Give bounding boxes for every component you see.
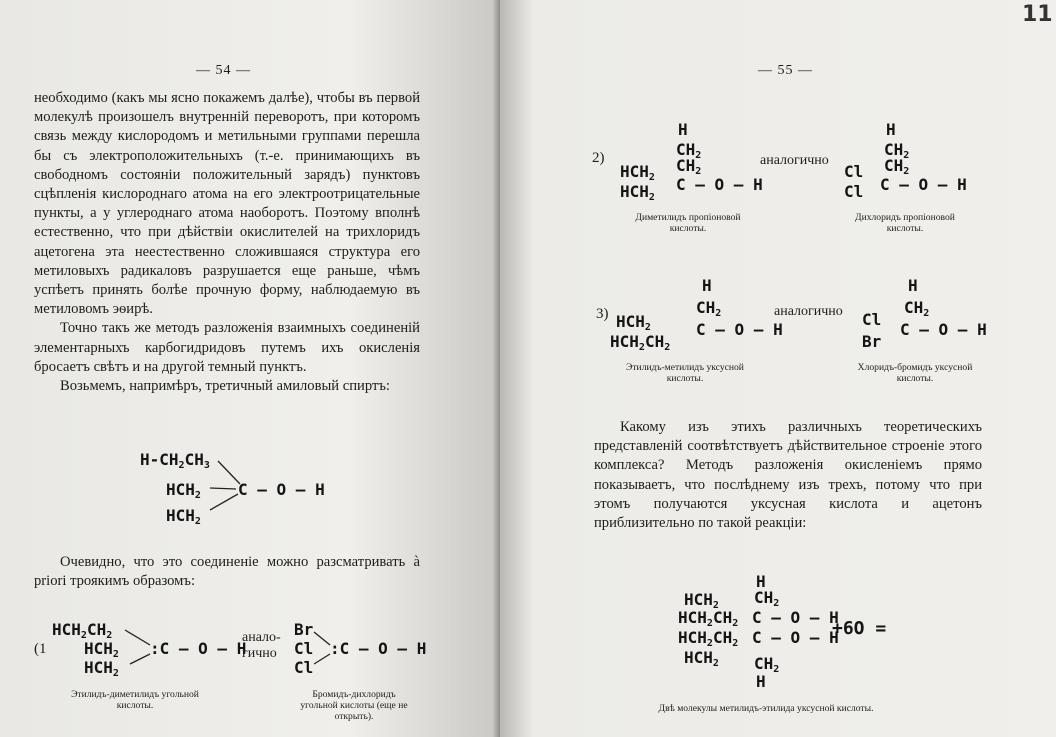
page-number: — 55 — [758, 63, 813, 78]
analog-word-line: гично [242, 646, 277, 661]
formula-row: $CH_2$ [904, 298, 930, 319]
formula-row: H [886, 120, 896, 139]
formula-row: $HCH_2$ [620, 182, 655, 203]
formula-row: $HCH_2CH_2$ [678, 608, 739, 629]
formula-row: $HCH_2$ [84, 639, 119, 660]
formula-row: Cl [294, 658, 314, 677]
bond-lines [0, 0, 10, 10]
formula-row: H [756, 672, 766, 691]
formula-row: :C — O — H [150, 639, 247, 658]
formula-row: $CH_2$ [884, 140, 910, 161]
formula-row: $HCH_2$ [684, 648, 719, 669]
right-page [500, 0, 1056, 737]
analog-word: аналогично [760, 153, 829, 168]
formula-row: $HCH_2CH_2$ [52, 620, 113, 641]
body-text-block [34, 553, 420, 591]
item-number: 3) [596, 306, 609, 322]
body-text-block [34, 89, 420, 396]
formula-row: H [908, 276, 918, 295]
formula-row: $CH_2$ [676, 140, 702, 161]
formula-caption: Двѣ молекулы метилидъ-этилида уксусной кислоты. [658, 703, 874, 714]
formula-row: Cl [862, 310, 882, 329]
formula-row: H [678, 120, 688, 139]
formula-row: Cl [844, 162, 864, 181]
formula-row: Cl [844, 182, 864, 201]
formula-row: $CH_2$ [754, 654, 780, 675]
formula-row: C — O — H [238, 480, 325, 499]
formula-row: Cl [294, 639, 314, 658]
formula-row: $CH_2$ [696, 298, 722, 319]
formula-row: C — O — H [676, 175, 763, 194]
formula-row: $HCH_2$ [620, 162, 655, 183]
formula-row: :C — O — H [330, 639, 427, 658]
reaction-tail: +6O = [832, 618, 887, 639]
analog-word [242, 630, 281, 662]
paragraph: Точно такъ же методъ разложенія взаимныхъ соединеній элементарныхъ карбогидридовъ путемъ ихъ окисленія бросаетъ свѣтъ и на другой темный пунктъ. [34, 320, 420, 375]
formula-row: $HCH_2$ [84, 658, 119, 679]
formula-row: H [756, 572, 766, 591]
formula-caption: Хлоридъ-бромидъ уксусной кислоты. [857, 362, 973, 384]
formula-row: $HCH_2$ [684, 590, 719, 611]
formula-caption: Бромидъ-дихлоридъ угольной кислоты (еще не открыть). [300, 689, 408, 722]
left-page [0, 0, 500, 737]
formula-row: $CH_2$ [754, 588, 780, 609]
formula-row: Br [294, 620, 314, 639]
formula-row: H [702, 276, 712, 295]
formula-caption: Этилидъ-диметилидъ угольной кислоты. [71, 689, 199, 711]
item-number: 2) [592, 150, 605, 166]
item-number: (1 [34, 641, 47, 657]
formula-row: $HCH_2$ [616, 312, 651, 333]
analog-word-line: анало- [242, 630, 281, 645]
formula-row: $H-CH_2CH_3$ [140, 450, 210, 471]
formula-row: $CH_2$ [884, 156, 910, 177]
paragraph: Очевидно, что это соединеніе можно разсматривать à priori троякимъ образомъ: [34, 554, 420, 590]
formula-caption: Диметилидъ пропіоновой кислоты. [635, 212, 741, 234]
formula-row: C — O — H [900, 320, 987, 339]
page-number: — 54 — [196, 63, 251, 78]
analog-word: аналогично [774, 304, 843, 319]
formula-row: C — O — H [752, 608, 839, 627]
formula-row: C — O — H [696, 320, 783, 339]
paragraph: Возьмемъ, напримѣръ, третичный амиловый спиртъ: [60, 378, 390, 395]
formula-row: C — O — H [752, 628, 839, 647]
handwritten-corner-mark: 11 [1022, 2, 1053, 27]
formula-row: C — O — H [880, 175, 967, 194]
formula-row: $HCH_2$ [166, 506, 201, 527]
formula-caption: Дихлоридъ пропіоновой кислоты. [855, 212, 955, 234]
formula-row: $HCH_2CH_2$ [678, 628, 739, 649]
formula-row: $HCH_2CH_2$ [610, 332, 671, 353]
formula-row: $HCH_2$ [166, 480, 201, 501]
body-text-block [594, 418, 982, 533]
formula-row: $CH_2$ [676, 156, 702, 177]
formula-caption: Этилидъ-метилидъ уксусной кислоты. [626, 362, 744, 384]
paragraph: Какому изъ этихъ различныхъ теоретическихъ представленій соотвѣтствуетъ дѣйствительное строеніе этого комплекса? Методъ разложенія окисленіемъ прямо показываетъ, что послѣднему изъ трехъ, потому что при этомъ получаются уксусная кислота и ацетонъ приблизительно по такой реакціи: [594, 419, 982, 532]
formula-row: Br [862, 332, 882, 351]
paragraph: необходимо (какъ мы ясно покажемъ далѣе), чтобы въ первой молекулѣ произошелъ внутренній переворотъ, при которомъ связь между кислородомъ и метильными группами перешла бы съ электроположительныхъ (т.-е. принимающихъ въ свободномъ состояніи положительный зарядъ) пунктовъ сцѣпленія кислороднаго атома на его электроотрицательные пункты, а у углероднаго атома наоборотъ. Поэтому вполнѣ естественно, что при дѣйствіи окислителей на трихлоридъ ацетогена эта неестественно сложившаяся структура его метиловыхъ радикаловъ разрушается еще раньше, чѣмъ успѣетъ принять болѣе прочную форму, наблюдаемую въ метиловомъ эѳирѣ. [34, 90, 420, 318]
